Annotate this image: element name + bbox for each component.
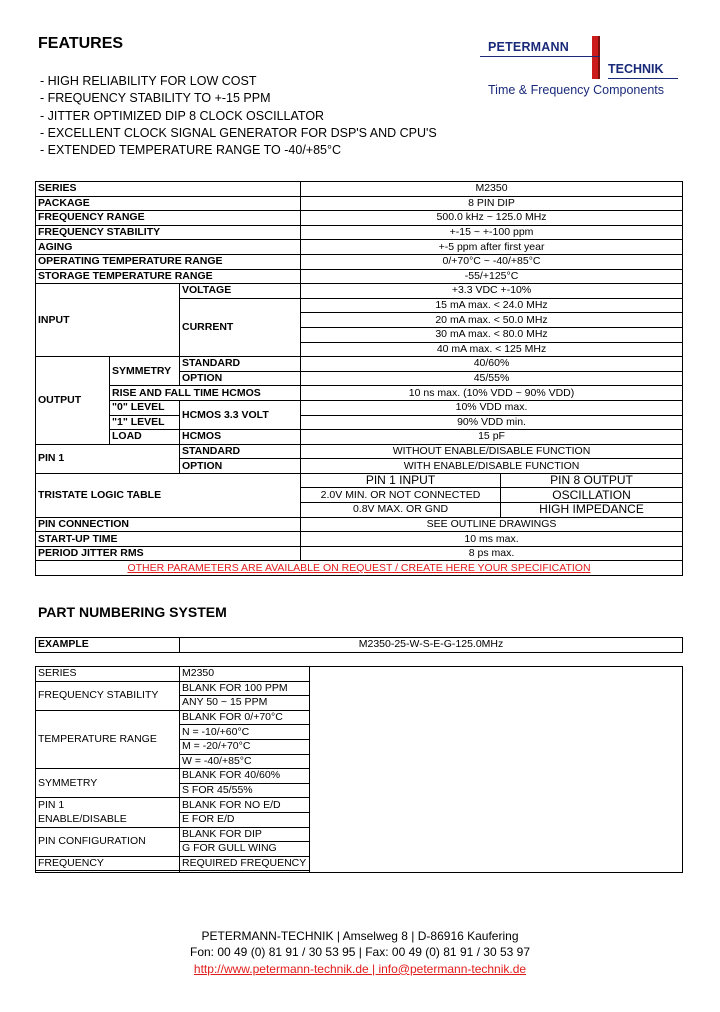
current-value: 20 mA max. < 50.0 MHz: [301, 313, 683, 328]
pn-label: TEMPERATURE RANGE: [36, 710, 180, 768]
feature-item: - JITTER OPTIMIZED DIP 8 CLOCK OSCILLATOR: [40, 108, 325, 123]
level-1-label: "1" LEVEL: [110, 415, 180, 430]
table-row: [36, 638, 683, 653]
pn-value: REQUIRED FREQUENCY: [180, 856, 310, 871]
part-numbering-table: [35, 666, 683, 873]
example-label: EXAMPLE: [36, 638, 180, 653]
spec-value: +-15 ~ +-100 ppm: [301, 225, 683, 240]
option-label: OPTION: [180, 459, 301, 474]
pin1-option-value: WITH ENABLE/DISABLE FUNCTION: [301, 459, 683, 474]
pn-value: S FOR 45/55%: [180, 783, 310, 798]
pin1-label: PIN 1: [36, 444, 180, 473]
feature-list: [40, 73, 437, 159]
logo-tagline: Time & Frequency Components: [488, 83, 665, 97]
load-value: 15 pF: [301, 430, 683, 445]
table-row: [36, 415, 683, 430]
tristate-label: TRISTATE LOGIC TABLE: [36, 473, 301, 517]
pn-label: PIN 1: [36, 798, 180, 813]
spec-value: 8 PIN DIP: [301, 196, 683, 211]
feature-item: - HIGH RELIABILITY FOR LOW COST: [40, 74, 257, 88]
spec-label: AGING: [36, 240, 301, 255]
pn-label: SERIES: [36, 667, 180, 682]
spec-label: STORAGE TEMPERATURE RANGE: [36, 269, 301, 284]
example-table: [35, 637, 683, 653]
pn-value: G FOR GULL WING: [180, 842, 310, 857]
table-row: [36, 517, 683, 532]
spec-label: PACKAGE: [36, 196, 301, 211]
spec-label: OPERATING TEMPERATURE RANGE: [36, 254, 301, 269]
pn-value: ANY 50 ~ 15 PPM: [180, 696, 310, 711]
page-title: FEATURES: [38, 35, 124, 52]
feature-item: - FREQUENCY STABILITY TO +-15 PPM: [40, 91, 271, 106]
spec-label: START-UP TIME: [36, 532, 301, 547]
load-label: LOAD: [110, 430, 180, 445]
spec-value: SEE OUTLINE DRAWINGS: [301, 517, 683, 532]
pn-label: FREQUENCY: [36, 856, 180, 871]
table-row: [36, 284, 683, 299]
rise-fall-value: 10 ns max. (10% VDD ~ 90% VDD): [301, 386, 683, 401]
blank-area: [310, 667, 683, 873]
section-title: PART NUMBERING SYSTEM: [38, 604, 227, 620]
tristate-cell: 2.0V MIN. OR NOT CONNECTED: [301, 488, 501, 503]
level-0-label: "0" LEVEL: [110, 400, 180, 415]
note-row: [36, 561, 683, 576]
feature-item: - EXCELLENT CLOCK SIGNAL GENERATOR FOR DSP'S AND CPU'S: [40, 125, 437, 140]
table-row: [36, 532, 683, 547]
table-row: [36, 400, 683, 415]
table-row: [36, 473, 683, 488]
tristate-cell: 0.8V MAX. OR GND: [301, 503, 501, 518]
standard-label: STANDARD: [180, 444, 301, 459]
table-row: [36, 182, 683, 197]
spec-value: 8 ps max.: [301, 546, 683, 561]
pn-label: SYMMETRY: [36, 769, 180, 798]
hcmos-label: HCMOS: [180, 430, 301, 445]
pn-value: M = -20/+70°C: [180, 739, 310, 754]
output-label: OUTPUT: [36, 357, 110, 445]
current-value: 30 mA max. < 80.0 MHz: [301, 327, 683, 342]
tristate-header: PIN 8 OUTPUT: [501, 473, 683, 488]
table-row: [36, 240, 683, 255]
voltage-value: +3.3 VDC +-10%: [301, 284, 683, 299]
logo-rule: [608, 78, 678, 79]
rise-fall-label: RISE AND FALL TIME HCMOS: [110, 386, 301, 401]
table-row: [36, 269, 683, 284]
symmetry-option-value: 45/55%: [301, 371, 683, 386]
logo-rule: [480, 56, 600, 57]
table-row: [36, 430, 683, 445]
hcmos-33-label: HCMOS 3.3 VOLT: [180, 400, 301, 429]
pn-value: BLANK FOR 100 PPM: [180, 681, 310, 696]
pn-label: PIN CONFIGURATION: [36, 827, 180, 856]
table-row: [36, 225, 683, 240]
pn-value: BLANK FOR 0/+70°C: [180, 710, 310, 725]
pn-label: ENABLE/DISABLE: [36, 812, 180, 827]
pn-value: BLANK FOR 40/60%: [180, 769, 310, 784]
table-row: [36, 254, 683, 269]
pin1-standard-value: WITHOUT ENABLE/DISABLE FUNCTION: [301, 444, 683, 459]
pn-value: W = -40/+85°C: [180, 754, 310, 769]
option-label: OPTION: [180, 371, 301, 386]
table-row: [36, 667, 683, 682]
symmetry-label: SYMMETRY: [110, 357, 180, 386]
footer-links[interactable]: http://www.petermann-technik.de | info@petermann-technik.de: [193, 961, 527, 976]
current-label: CURRENT: [180, 298, 301, 356]
tristate-cell: OSCILLATION: [501, 488, 683, 503]
feature-item: - EXTENDED TEMPERATURE RANGE TO -40/+85°C: [40, 143, 342, 158]
table-row: [36, 357, 683, 372]
tristate-header: PIN 1 INPUT: [301, 473, 501, 488]
table-row: [36, 196, 683, 211]
example-value: M2350-25-W-S-E-G-125.0MHz: [180, 638, 683, 653]
pn-value: N = -10/+60°C: [180, 725, 310, 740]
spec-value: -55/+125°C: [301, 269, 683, 284]
spec-label: FREQUENCY STABILITY: [36, 225, 301, 240]
table-row: [36, 444, 683, 459]
spec-table: [35, 181, 683, 576]
pn-label: FREQUENCY STABILITY: [36, 681, 180, 710]
symmetry-standard-value: 40/60%: [301, 357, 683, 372]
spec-value: M2350: [301, 182, 683, 197]
footer: [0, 928, 720, 977]
spec-value: 0/+70°C ~ -40/+85°C: [301, 254, 683, 269]
current-value: 15 mA max. < 24.0 MHz: [301, 298, 683, 313]
spec-label: PERIOD JITTER RMS: [36, 546, 301, 561]
spec-value: 10 ms max.: [301, 532, 683, 547]
table-row: [36, 386, 683, 401]
tristate-cell: HIGH IMPEDANCE: [501, 503, 683, 518]
spec-label: PIN CONNECTION: [36, 517, 301, 532]
level-0-value: 10% VDD max.: [301, 400, 683, 415]
logo-red-bar-shadow: [598, 36, 600, 79]
logo-line-2: TECHNIK: [608, 62, 664, 76]
spec-label: SERIES: [36, 182, 301, 197]
pn-value: E FOR E/D: [180, 812, 310, 827]
company-logo: [480, 36, 685, 106]
table-row: [36, 546, 683, 561]
spec-label: FREQUENCY RANGE: [36, 211, 301, 226]
current-value: 40 mA max. < 125 MHz: [301, 342, 683, 357]
pn-value: M2350: [180, 667, 310, 682]
voltage-label: VOLTAGE: [180, 284, 301, 299]
standard-label: STANDARD: [180, 357, 301, 372]
footer-phone: Fon: 00 49 (0) 81 91 / 30 53 95 | Fax: 00 49 (0) 81 91 / 30 53 97: [189, 945, 530, 960]
level-1-value: 90% VDD min.: [301, 415, 683, 430]
spec-value: +-5 ppm after first year: [301, 240, 683, 255]
pn-value: BLANK FOR DIP: [180, 827, 310, 842]
spec-value: 500.0 kHz ~ 125.0 MHz: [301, 211, 683, 226]
logo-line-1: PETERMANN: [488, 40, 569, 54]
input-label: INPUT: [36, 284, 180, 357]
table-row: [36, 211, 683, 226]
pn-value: BLANK FOR NO E/D: [180, 798, 310, 813]
table-row: [36, 561, 683, 576]
footer-address: PETERMANN-TECHNIK | Amselweg 8 | D-86916 Kaufering: [201, 929, 519, 943]
spec-request-link[interactable]: OTHER PARAMETERS ARE AVAILABLE ON REQUEST / CREATE HERE YOUR SPECIFICATION: [127, 561, 591, 574]
